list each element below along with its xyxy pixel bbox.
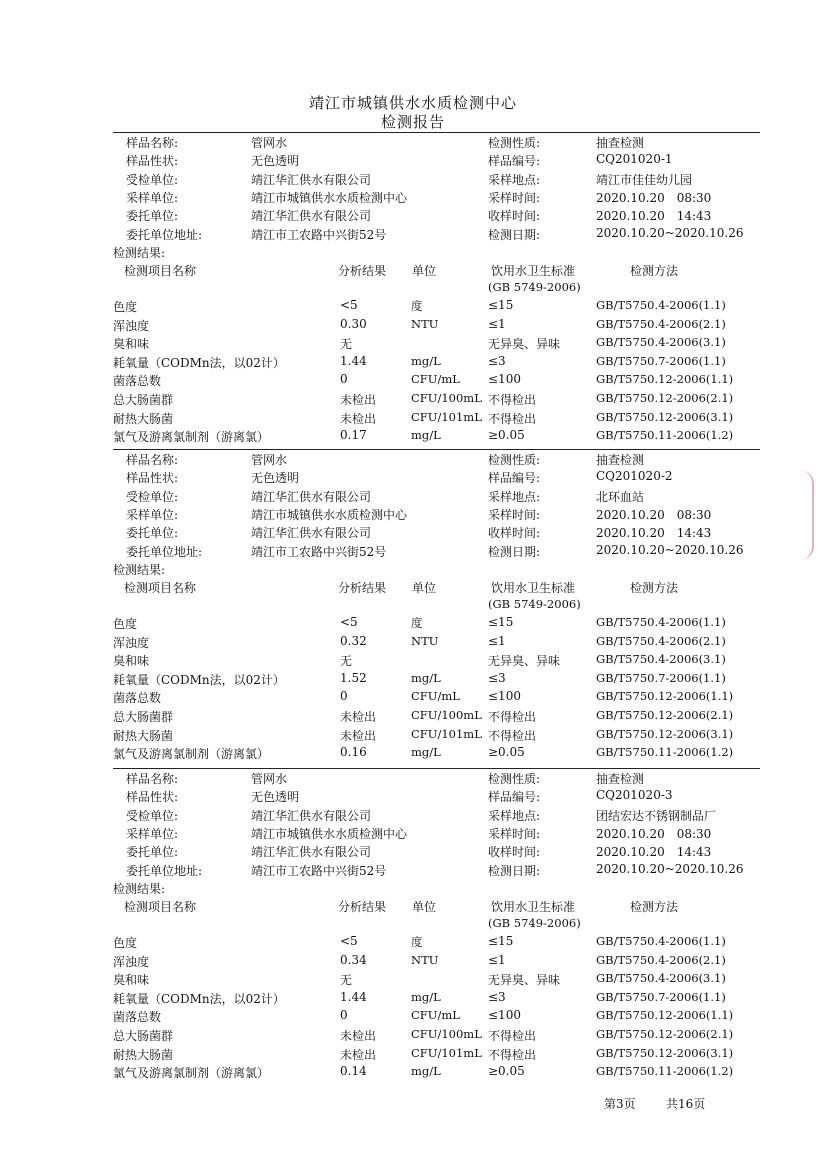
result-unit: NTU	[411, 633, 439, 648]
info-value: 靖江华汇供水有限公司	[251, 489, 372, 504]
result-method: GB/T5750.4-2006(1.1)	[596, 298, 726, 312]
info-label: 收样时间:	[488, 845, 541, 860]
info-label: 检测性质:	[488, 136, 541, 150]
result-standard: ≤1	[488, 316, 506, 331]
result-method: GB/T5750.12-2006(2.1)	[596, 708, 734, 722]
section-divider	[113, 132, 760, 133]
info-value: 北环血站	[596, 489, 645, 504]
info-value: 抽查检测	[596, 453, 645, 467]
result-standard: ≤3	[488, 989, 506, 1004]
result-method: GB/T5750.12-2006(2.1)	[596, 391, 734, 405]
table-row	[0, 708, 826, 726]
result-value: 无	[340, 654, 353, 669]
result-method: GB/T5750.12-2006(1.1)	[596, 372, 734, 387]
info-value: 抽查检测	[596, 772, 645, 786]
result-unit: CFU/100mL	[411, 708, 482, 722]
result-item: 氯气及游离氯制剂（游离氯）	[113, 430, 270, 445]
table-row	[0, 410, 826, 428]
result-unit: 度	[411, 616, 423, 630]
info-label: 样品名称:	[126, 772, 179, 786]
table-row	[0, 745, 826, 763]
col-standard-ref: (GB 5749-2006)	[488, 916, 581, 930]
info-row	[0, 825, 826, 843]
result-item: 总大肠菌群	[113, 710, 174, 724]
info-value: 靖江市工农路中兴街52号	[251, 227, 387, 242]
info-label: 检测日期:	[488, 227, 541, 242]
info-label: 检测性质:	[488, 453, 541, 467]
info-row	[0, 862, 826, 880]
info-value: 无色透明	[251, 790, 300, 805]
result-unit: CFU/100mL	[411, 1027, 482, 1041]
col-item: 检测项目名称	[124, 900, 197, 914]
info-value: 靖江华汇供水有限公司	[251, 172, 372, 187]
result-unit: CFU/101mL	[411, 409, 482, 424]
info-row	[0, 189, 826, 207]
col-item: 检测项目名称	[124, 264, 197, 278]
info-label: 委托单位:	[126, 845, 179, 860]
info-value: CQ201020-3	[596, 788, 673, 803]
result-standard: 不得检出	[488, 728, 537, 743]
table-row	[0, 391, 826, 409]
info-row	[0, 807, 826, 825]
result-item: 耗氧量（CODMn法，以02计）	[113, 355, 285, 370]
result-item: 耐热大肠菌	[113, 728, 174, 743]
info-value: 2020.10.20 08:30	[596, 190, 712, 205]
table-row	[0, 317, 826, 335]
result-value: 未检出	[340, 1029, 377, 1043]
result-item: 耐热大肠菌	[113, 411, 174, 426]
info-label: 采样时间:	[488, 507, 541, 522]
result-value: <5	[340, 615, 358, 629]
info-label: 样品编号:	[488, 471, 541, 486]
section-divider	[113, 768, 760, 769]
results-label: 检测结果:	[113, 246, 166, 260]
info-row	[0, 451, 826, 469]
table-row	[0, 1008, 826, 1026]
result-standard: 不得检出	[488, 1047, 537, 1062]
result-standard: ≥0.05	[488, 428, 525, 443]
table-row	[0, 634, 826, 652]
result-value: 0.32	[340, 633, 367, 648]
info-label: 采样单位:	[126, 507, 179, 522]
result-standard: ≤100	[488, 1008, 521, 1023]
col-unit: 单位	[412, 900, 437, 914]
table-row	[0, 727, 826, 745]
result-standard: ≤15	[488, 298, 514, 312]
info-value: CQ201020-2	[596, 469, 673, 484]
result-item: 耐热大肠菌	[113, 1047, 174, 1062]
table-row	[0, 372, 826, 390]
results-label: 检测结果:	[113, 563, 166, 577]
result-unit: mg/L	[411, 1064, 441, 1079]
info-label: 采样地点:	[488, 489, 541, 504]
result-item: 色度	[113, 300, 138, 314]
table-row	[0, 689, 826, 707]
info-label: 检测性质:	[488, 772, 541, 786]
info-label: 委托单位地址:	[126, 863, 203, 878]
col-result: 分析结果	[338, 900, 387, 914]
result-standard: 无异臭、异味	[488, 654, 561, 669]
info-value: CQ201020-1	[596, 152, 673, 167]
result-unit: 度	[411, 299, 423, 313]
results-header	[0, 898, 826, 934]
result-value: 1.52	[340, 670, 367, 685]
info-row	[0, 543, 826, 561]
result-method: GB/T5750.11-2006(1.2)	[596, 428, 734, 443]
info-value: 抽查检测	[596, 136, 645, 150]
result-unit: NTU	[411, 316, 439, 331]
result-item: 总大肠菌群	[113, 1029, 174, 1043]
result-item: 耗氧量（CODMn法，以02计）	[113, 672, 285, 687]
info-row	[0, 506, 826, 524]
page-number: 第3页	[604, 1097, 636, 1111]
result-standard: ≤15	[488, 934, 514, 948]
info-value: 靖江华汇供水有限公司	[251, 808, 372, 823]
results-header	[0, 262, 826, 298]
info-label: 委托单位:	[126, 526, 179, 541]
table-row	[0, 1064, 826, 1082]
result-standard: 无异臭、异味	[488, 973, 561, 988]
col-method: 检测方法	[630, 264, 679, 278]
info-row	[0, 843, 826, 861]
info-label: 采样单位:	[126, 190, 179, 205]
result-method: GB/T5750.11-2006(1.2)	[596, 745, 734, 760]
result-method: GB/T5750.12-2006(3.1)	[596, 409, 734, 424]
info-row	[0, 788, 826, 806]
info-label: 采样单位:	[126, 826, 179, 841]
result-item: 浑浊度	[113, 635, 150, 650]
result-standard: ≤100	[488, 689, 521, 704]
info-label: 委托单位地址:	[126, 544, 203, 559]
result-item: 菌落总数	[113, 1010, 162, 1025]
info-value: 2020.10.20 14:43	[596, 526, 712, 541]
col-standard: 饮用水卫生标准	[491, 900, 576, 914]
info-value: 靖江市佳佳幼儿园	[596, 172, 693, 187]
info-row	[0, 134, 826, 152]
result-item: 色度	[113, 936, 138, 950]
info-value: 2020.10.20~2020.10.26	[596, 861, 744, 876]
info-value: 靖江市城镇供水水质检测中心	[251, 190, 408, 205]
info-label: 采样地点:	[488, 808, 541, 823]
info-row	[0, 226, 826, 244]
info-value: 2020.10.20~2020.10.26	[596, 225, 744, 240]
info-value: 团结宏达不锈钢制品厂	[596, 808, 717, 823]
col-standard: 饮用水卫生标准	[491, 264, 576, 278]
col-standard: 饮用水卫生标准	[491, 581, 576, 595]
info-row	[0, 152, 826, 170]
result-standard: ≤1	[488, 633, 506, 648]
col-standard-ref: (GB 5749-2006)	[488, 597, 581, 611]
result-value: 0	[340, 372, 348, 387]
info-row	[0, 469, 826, 487]
info-value: 靖江华汇供水有限公司	[251, 526, 372, 541]
result-item: 氯气及游离氯制剂（游离氯）	[113, 1066, 270, 1081]
info-value: 管网水	[251, 453, 288, 467]
result-item: 浑浊度	[113, 954, 150, 969]
info-value: 2020.10.20 08:30	[596, 507, 712, 522]
info-row	[0, 524, 826, 542]
info-label: 采样地点:	[488, 172, 541, 187]
result-method: GB/T5750.7-2006(1.1)	[596, 670, 726, 685]
result-value: 未检出	[340, 710, 377, 724]
result-standard: 无异臭、异味	[488, 337, 561, 352]
info-label: 受检单位:	[126, 808, 179, 823]
result-value: <5	[340, 934, 358, 948]
result-method: GB/T5750.12-2006(1.1)	[596, 689, 734, 704]
results-label: 检测结果:	[113, 882, 166, 896]
info-label: 采样时间:	[488, 190, 541, 205]
info-label: 收样时间:	[488, 526, 541, 541]
result-value: 未检出	[340, 411, 377, 426]
page-total: 共16页	[666, 1097, 706, 1111]
result-method: GB/T5750.7-2006(1.1)	[596, 989, 726, 1004]
result-method: GB/T5750.4-2006(3.1)	[596, 971, 726, 986]
info-label: 检测日期:	[488, 544, 541, 559]
result-standard: 不得检出	[488, 1029, 537, 1043]
result-method: GB/T5750.12-2006(2.1)	[596, 1027, 734, 1041]
result-unit: 度	[411, 935, 423, 949]
table-row	[0, 652, 826, 670]
result-unit: mg/L	[411, 989, 441, 1004]
info-value: 靖江市工农路中兴街52号	[251, 863, 387, 878]
info-value: 2020.10.20 14:43	[596, 845, 712, 860]
info-label: 样品性状:	[126, 471, 179, 486]
result-value: 无	[340, 337, 353, 352]
col-unit: 单位	[412, 264, 437, 278]
result-item: 浑浊度	[113, 318, 150, 333]
info-row	[0, 207, 826, 225]
info-value: 管网水	[251, 136, 288, 150]
result-item: 耗氧量（CODMn法，以02计）	[113, 991, 285, 1006]
col-standard-ref: (GB 5749-2006)	[488, 280, 581, 294]
result-standard: ≤15	[488, 615, 514, 629]
result-value: 0.17	[340, 428, 367, 443]
result-value: 0.30	[340, 316, 367, 331]
result-standard: 不得检出	[488, 411, 537, 426]
info-label: 样品编号:	[488, 790, 541, 805]
result-item: 臭和味	[113, 654, 150, 669]
info-label: 委托单位地址:	[126, 227, 203, 242]
info-label: 受检单位:	[126, 172, 179, 187]
result-value: 未检出	[340, 728, 377, 743]
table-row	[0, 990, 826, 1008]
info-value: 管网水	[251, 772, 288, 786]
result-method: GB/T5750.12-2006(3.1)	[596, 1045, 734, 1060]
result-method: GB/T5750.4-2006(1.1)	[596, 934, 726, 948]
result-standard: 不得检出	[488, 710, 537, 724]
info-value: 无色透明	[251, 154, 300, 169]
col-unit: 单位	[412, 581, 437, 595]
info-row	[0, 171, 826, 189]
result-unit: CFU/mL	[411, 1008, 460, 1023]
result-method: GB/T5750.4-2006(1.1)	[596, 615, 726, 629]
info-label: 样品性状:	[126, 154, 179, 169]
result-value: 无	[340, 973, 353, 988]
result-unit: CFU/100mL	[411, 391, 482, 405]
info-row	[0, 488, 826, 506]
result-unit: mg/L	[411, 745, 441, 760]
result-value: 1.44	[340, 353, 367, 368]
col-method: 检测方法	[630, 900, 679, 914]
result-method: GB/T5750.4-2006(3.1)	[596, 652, 726, 667]
result-method: GB/T5750.4-2006(3.1)	[596, 335, 726, 350]
info-value: 靖江华汇供水有限公司	[251, 845, 372, 860]
table-row	[0, 953, 826, 971]
table-row	[0, 934, 826, 952]
info-value: 靖江市工农路中兴街52号	[251, 544, 387, 559]
result-value: <5	[340, 298, 358, 312]
result-unit: CFU/mL	[411, 689, 460, 704]
info-label: 样品性状:	[126, 790, 179, 805]
result-unit: CFU/mL	[411, 372, 460, 387]
info-value: 无色透明	[251, 471, 300, 486]
table-row	[0, 1027, 826, 1045]
result-method: GB/T5750.11-2006(1.2)	[596, 1064, 734, 1079]
info-label: 采样时间:	[488, 826, 541, 841]
result-standard: ≤1	[488, 952, 506, 967]
table-row	[0, 428, 826, 446]
result-standard: ≥0.05	[488, 1064, 525, 1079]
col-result: 分析结果	[338, 581, 387, 595]
result-unit: mg/L	[411, 428, 441, 443]
result-unit: NTU	[411, 952, 439, 967]
table-row	[0, 671, 826, 689]
result-value: 0.16	[340, 745, 367, 760]
info-value: 2020.10.20 08:30	[596, 826, 712, 841]
info-label: 检测日期:	[488, 863, 541, 878]
result-method: GB/T5750.4-2006(2.1)	[596, 316, 726, 331]
table-row	[0, 971, 826, 989]
info-label: 样品名称:	[126, 136, 179, 150]
result-method: GB/T5750.7-2006(1.1)	[596, 353, 726, 368]
result-value: 未检出	[340, 1047, 377, 1062]
info-value: 靖江市城镇供水水质检测中心	[251, 826, 408, 841]
result-method: GB/T5750.4-2006(2.1)	[596, 633, 726, 648]
result-item: 臭和味	[113, 337, 150, 352]
info-label: 收样时间:	[488, 209, 541, 224]
report-title: 检测报告	[380, 113, 445, 131]
result-standard: 不得检出	[488, 393, 537, 407]
info-value: 靖江市城镇供水水质检测中心	[251, 507, 408, 522]
result-standard: ≤100	[488, 372, 521, 387]
table-row	[0, 1046, 826, 1064]
result-unit: mg/L	[411, 353, 441, 368]
table-row	[0, 298, 826, 316]
result-value: 0.34	[340, 952, 367, 967]
result-value: 0.14	[340, 1064, 367, 1079]
result-method: GB/T5750.4-2006(2.1)	[596, 952, 726, 967]
info-label: 样品名称:	[126, 453, 179, 467]
info-value: 2020.10.20 14:43	[596, 209, 712, 224]
section-divider	[113, 449, 760, 450]
col-method: 检测方法	[630, 581, 679, 595]
result-unit: CFU/101mL	[411, 1045, 482, 1060]
info-label: 受检单位:	[126, 489, 179, 504]
result-item: 氯气及游离氯制剂（游离氯）	[113, 747, 270, 762]
col-result: 分析结果	[338, 264, 387, 278]
info-label: 样品编号:	[488, 154, 541, 169]
result-item: 菌落总数	[113, 691, 162, 706]
info-row	[0, 770, 826, 788]
result-standard: ≥0.05	[488, 745, 525, 760]
org-title: 靖江市城镇供水水质检测中心	[308, 94, 517, 112]
info-label: 委托单位:	[126, 209, 179, 224]
table-row	[0, 354, 826, 372]
table-row	[0, 335, 826, 353]
info-value: 2020.10.20~2020.10.26	[596, 542, 744, 557]
result-value: 0	[340, 689, 348, 704]
result-item: 菌落总数	[113, 374, 162, 389]
result-item: 总大肠菌群	[113, 393, 174, 407]
red-stamp-mark	[800, 470, 814, 560]
result-value: 未检出	[340, 393, 377, 407]
info-value: 靖江华汇供水有限公司	[251, 209, 372, 224]
col-item: 检测项目名称	[124, 581, 197, 595]
table-row	[0, 615, 826, 633]
result-standard: ≤3	[488, 670, 506, 685]
result-value: 0	[340, 1008, 348, 1023]
result-method: GB/T5750.12-2006(3.1)	[596, 726, 734, 741]
result-unit: mg/L	[411, 670, 441, 685]
results-header	[0, 579, 826, 615]
result-item: 臭和味	[113, 973, 150, 988]
result-value: 1.44	[340, 989, 367, 1004]
result-item: 色度	[113, 617, 138, 631]
result-standard: ≤3	[488, 353, 506, 368]
result-method: GB/T5750.12-2006(1.1)	[596, 1008, 734, 1023]
result-unit: CFU/101mL	[411, 726, 482, 741]
